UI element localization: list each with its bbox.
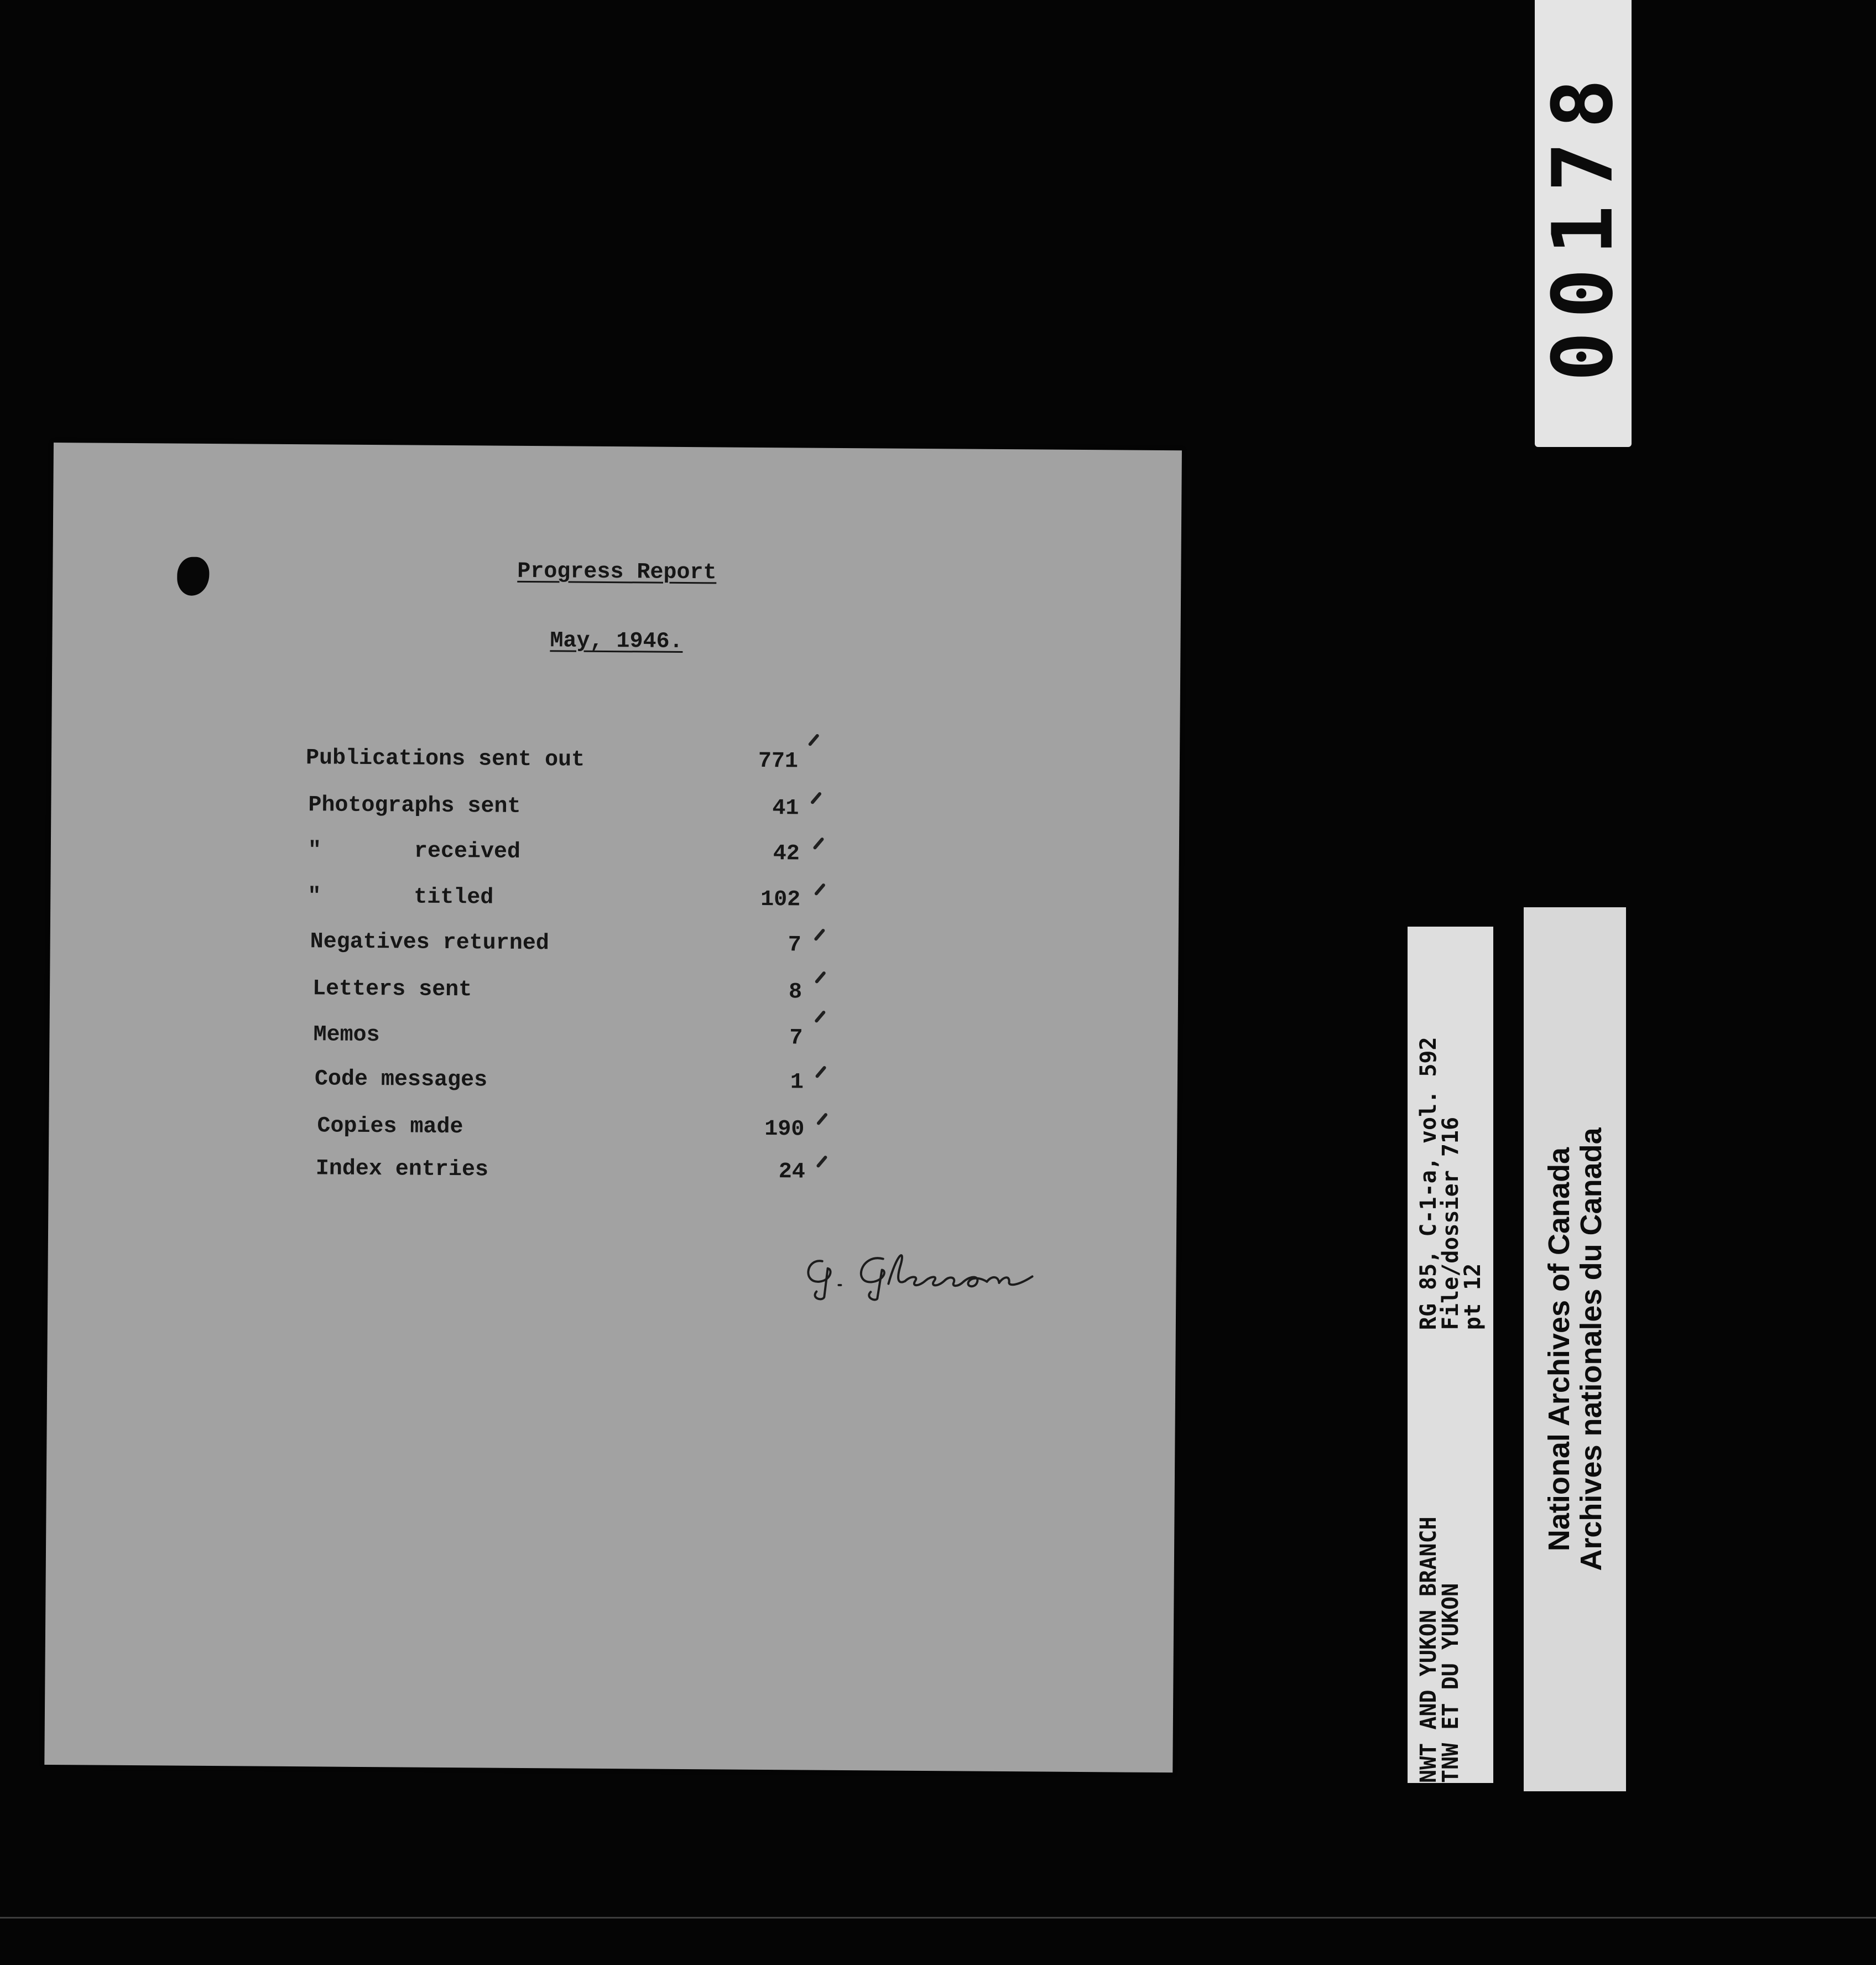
- file-label-line-2: TNW ET DU YUKON File/dossier 716: [1437, 1116, 1463, 1783]
- file-label-line-1: NWT AND YUKON BRANCH RG 85, C-1-a, vol. 592: [1415, 1037, 1441, 1783]
- report-date: May, 1946.: [550, 628, 683, 654]
- tick-mark-icon: [815, 971, 826, 984]
- entry-label: Memos: [313, 1022, 380, 1048]
- tick-mark-icon: [815, 1065, 826, 1079]
- report-entry-row: [51, 791, 1179, 832]
- report-entry-row: [50, 928, 1178, 969]
- tick-mark-icon: [808, 734, 820, 747]
- tick-mark-icon: [810, 792, 822, 805]
- entry-label: " titled: [308, 884, 494, 911]
- tick-mark-icon: [812, 837, 824, 850]
- file-reference-label: [1408, 927, 1493, 1783]
- entry-label: Letters sent: [312, 976, 472, 1003]
- tick-mark-icon: [814, 883, 826, 896]
- entry-label: Code messages: [314, 1067, 488, 1093]
- entry-value: 7: [789, 1026, 803, 1051]
- entry-value: 771: [758, 748, 799, 774]
- signature: [800, 1236, 1088, 1304]
- report-entry-row: [49, 1112, 1177, 1153]
- document-page: [44, 443, 1182, 1772]
- entry-label: Publications sent out: [305, 746, 585, 773]
- report-entry-row: [51, 836, 1179, 877]
- signature-handwriting: [800, 1236, 1088, 1304]
- entry-value: 1: [790, 1070, 804, 1095]
- entry-value: 41: [772, 796, 799, 822]
- entry-label: Copies made: [317, 1114, 463, 1140]
- entry-value: 190: [764, 1117, 805, 1142]
- report-entry-row: [51, 744, 1180, 785]
- entry-label: Index entries: [315, 1156, 489, 1183]
- entry-value: 7: [788, 933, 801, 958]
- report-entry-row: [50, 975, 1178, 1016]
- file-label-line-3: pt 12: [1460, 1263, 1486, 1783]
- tick-mark-icon: [816, 1113, 828, 1126]
- tick-mark-icon: [814, 928, 825, 942]
- archive-name-french: Archives nationales du Canada: [1574, 1127, 1608, 1571]
- film-frame-number-strip: [1535, 0, 1632, 447]
- report-entry-row: [49, 1065, 1177, 1106]
- report-title: Progress Report: [517, 559, 717, 586]
- entry-label: Photographs sent: [308, 793, 521, 819]
- report-entry-row: [50, 882, 1179, 923]
- tick-mark-icon: [816, 1155, 827, 1168]
- report-entry-row: [49, 1155, 1177, 1195]
- entry-value: 8: [788, 980, 802, 1005]
- entry-label: Negatives returned: [310, 929, 549, 956]
- entry-value: 102: [760, 887, 801, 913]
- archive-name-english: National Archives of Canada: [1542, 1147, 1576, 1552]
- archive-label: [1524, 907, 1626, 1791]
- entry-label: " received: [308, 838, 521, 865]
- report-entries: [44, 443, 1182, 1772]
- film-frame-number: 00178: [1535, 65, 1632, 382]
- film-edge-line: [0, 1917, 1876, 1919]
- report-entry-row: [49, 1021, 1177, 1062]
- entry-value: 42: [773, 841, 800, 867]
- entry-value: 24: [778, 1160, 805, 1185]
